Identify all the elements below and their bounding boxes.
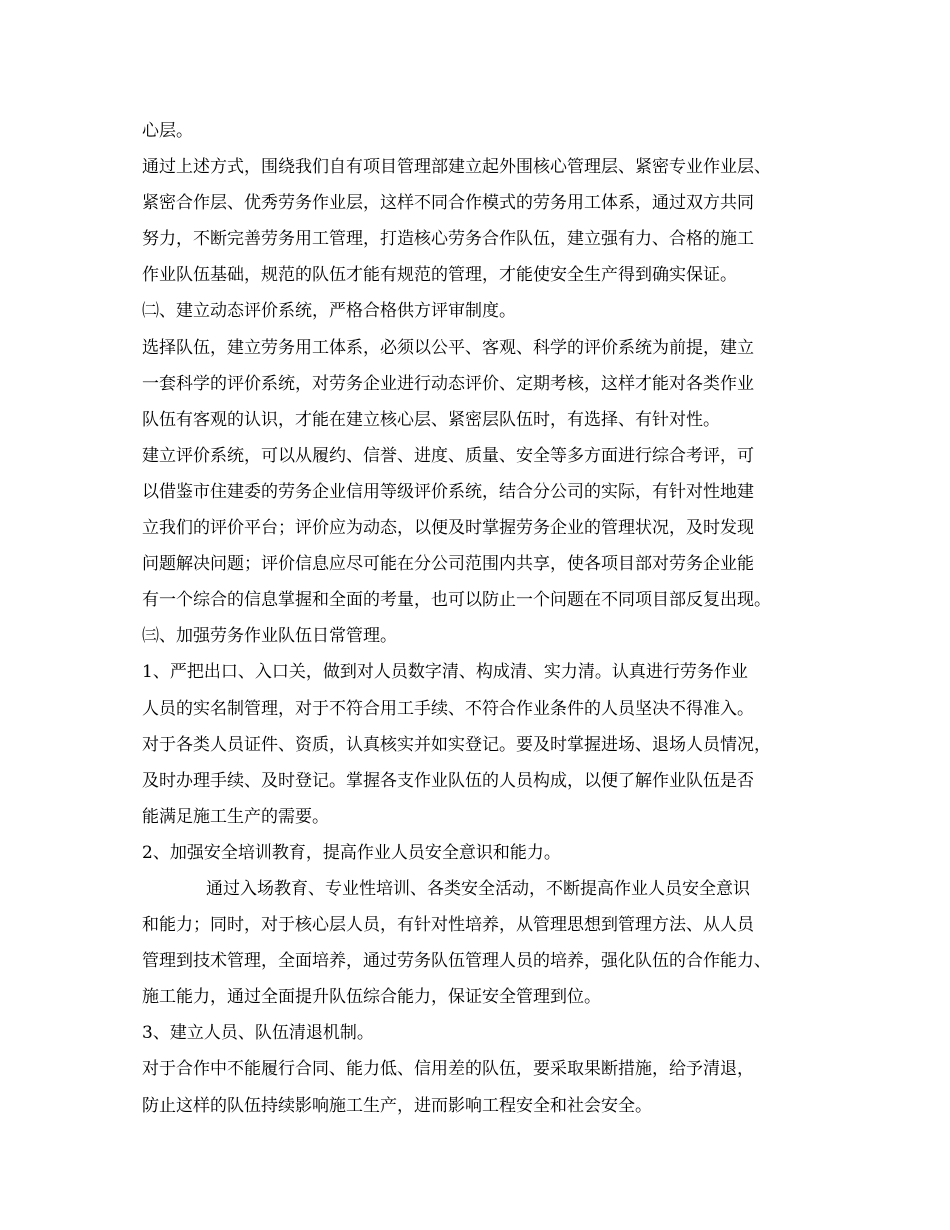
indented-text-line: 通过入场教育、专业性培训、各类安全活动，不断提高作业人员安全意识 <box>206 878 750 899</box>
text-line: 管理到技术管理，全面培养，通过劳务队伍管理人员的培养，强化队伍的合作能力、 <box>142 951 771 972</box>
text-line: 一套科学的评价系统，对劳务企业进行动态评价、定期考核，这样才能对各类作业 <box>142 373 754 394</box>
text-line: 立我们的评价平台；评价应为动态，以便及时掌握劳务企业的管理状况，及时发现 <box>142 518 754 539</box>
text-line: 及时办理手续、及时登记。掌握各支作业队伍的人员构成，以便了解作业队伍是否 <box>142 770 754 791</box>
text-line: 施工能力，通过全面提升队伍综合能力，保证安全管理到位。 <box>142 987 601 1008</box>
section-heading: ㈡、建立动态评价系统，严格合格供方评审制度。 <box>142 301 516 322</box>
text-line: 建立评价系统，可以从履约、信誉、进度、质量、安全等多方面进行综合考评，可 <box>142 445 754 466</box>
text-line: 对于各类人员证件、资质，认真核实并如实登记。要及时掌握进场、退场人员情况， <box>142 734 771 755</box>
text-line: 努力，不断完善劳务用工管理，打造核心劳务合作队伍，建立强有力、合格的施工 <box>142 229 754 250</box>
list-item-heading: 3、建立人员、队伍清退机制。 <box>142 1023 374 1044</box>
text-line: 选择队伍，建立劳务用工体系，必须以公平、客观、科学的评价系统为前提，建立 <box>142 337 754 358</box>
text-line: 以借鉴市住建委的劳务企业信用等级评价系统，结合分公司的实际，有针对性地建 <box>142 481 754 502</box>
text-line: 心层。 <box>142 121 193 141</box>
text-line: 有一个综合的信息掌握和全面的考量，也可以防止一个问题在不同项目部反复出现。 <box>142 590 771 611</box>
text-line: 能满足施工生产的需要。 <box>142 806 329 827</box>
list-item-heading: 1、严把出口、入口关，做到对人员数字清、构成清、实力清。认真进行劳务作业 <box>142 662 748 683</box>
text-line: 问题解决问题；评价信息应尽可能在分公司范围内共享，使各项目部对劳务企业能 <box>142 554 754 575</box>
text-line: 通过上述方式，围绕我们自有项目管理部建立起外围核心管理层、紧密专业作业层、 <box>142 157 771 178</box>
text-line: 防止这样的队伍持续影响施工生产，进而影响工程安全和社会安全。 <box>142 1095 652 1116</box>
text-line: 紧密合作层、优秀劳务作业层，这样不同合作模式的劳务用工体系，通过双方共同 <box>142 193 754 214</box>
section-heading: ㈢、加强劳务作业队伍日常管理。 <box>142 626 397 647</box>
text-line: 对于合作中不能履行合同、能力低、信用差的队伍，要采取果断措施，给予清退， <box>142 1059 754 1080</box>
text-line: 人员的实名制管理，对于不符合用工手续、不符合作业条件的人员坚决不得准入。 <box>142 698 754 719</box>
document-body <box>142 113 842 1124</box>
list-item-heading: 2、加强安全培训教育，提高作业人员安全意识和能力。 <box>142 842 561 863</box>
text-line: 和能力；同时，对于核心层人员，有针对性培养，从管理思想到管理方法、从人员 <box>142 915 754 936</box>
text-line: 作业队伍基础，规范的队伍才能有规范的管理，才能使安全生产得到确实保证。 <box>142 265 737 286</box>
text-line: 队伍有客观的认识，才能在建立核心层、紧密层队伍时，有选择、有针对性。 <box>142 409 720 430</box>
